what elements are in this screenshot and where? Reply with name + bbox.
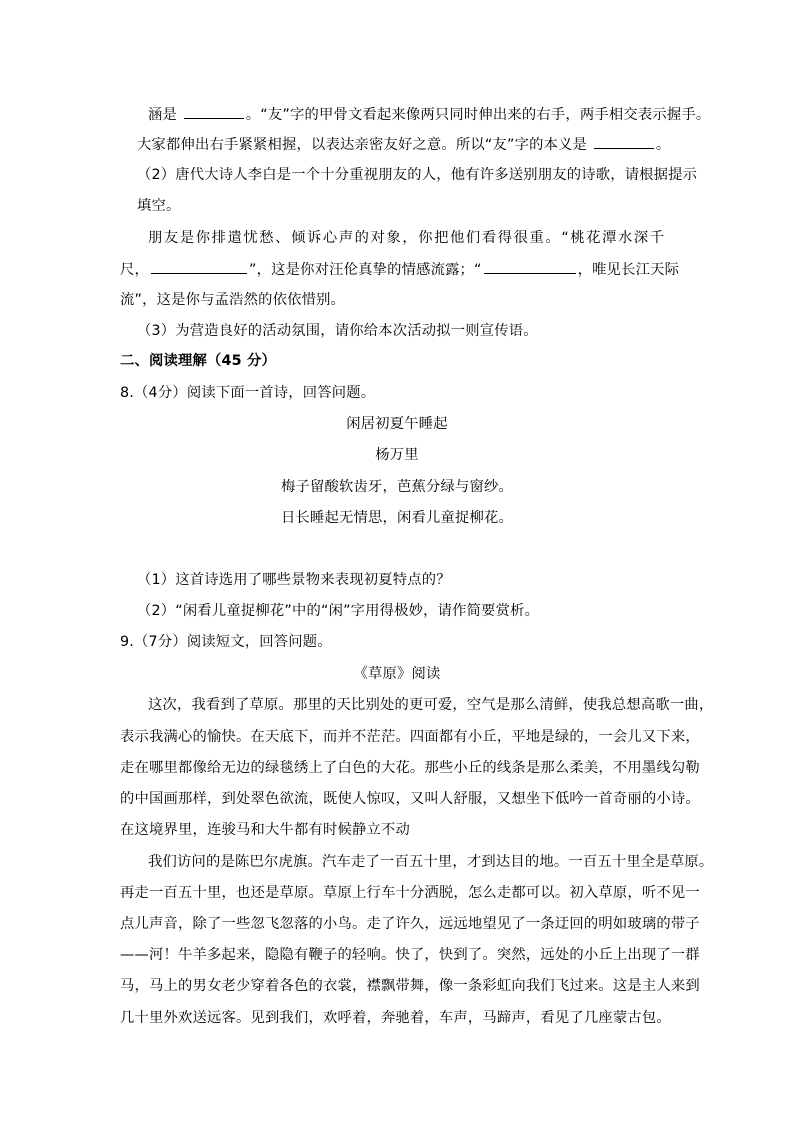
passage-title: 《草原》阅读 [353,666,441,682]
text-line [120,259,679,280]
text-line: 流”，这是你与孟浩然的依依惜别。 [120,292,346,308]
question-8: 8.（4分）阅读下面一首诗，回答问题。 [120,385,376,401]
text-line [148,104,710,125]
text-line [137,134,670,155]
passage-line: 走在哪里都像给无边的绿毯绣上了白色的大花。那些小丘的线条是那么柔美，不用墨线勾勒 [120,760,700,776]
passage-line: 点儿声音，除了一些忽飞忽落的小鸟。走了许久，远远地望见了一条迂回的明如玻璃的带子 [120,916,700,932]
question-part-2: （2）唐代大诗人李白是一个十分重视朋友的人，他有许多送别朋友的诗歌，请根据提示 [137,167,698,183]
passage-line: 的中国画那样，到处翠色欲流，既使人惊叹，又叫人舒服，又想坐下低吟一首奇丽的小诗。 [120,791,700,807]
passage-line: 我们访问的是陈巴尔虎旗。汽车走了一百五十里，才到达目的地。一百五十里全是草原。 [148,854,714,870]
passage-line: 表示我满心的愉快。在天底下，而并不茫茫。四面都有小丘，平地是绿的，一会儿又下来， [120,729,700,745]
text-fragment: 涵是 [148,107,182,123]
answer-blank[interactable] [484,259,576,274]
passage-line: 在这境界里，连骏马和大牛都有时候静立不动 [120,822,410,838]
poem-title: 闲居初夏午睡起 [346,416,448,432]
passage-line: 马，马上的男女老少穿着各色的衣裳，襟飘带舞，像一条彩虹向我们飞过来。这是主人来到 [120,978,700,994]
question-8-part-1: （1）这首诗选用了哪些景物来表现初夏特点的？ [137,572,451,588]
text-fragment: 尺， [120,262,149,278]
text-fragment: 。 [655,137,671,153]
question-8-part-2: （2）“闲看儿童捉柳花”中的“闲”字用得极妙，请作简要赏析。 [137,603,540,619]
passage-line: 这次，我看到了草原。那里的天比别处的更可爱，空气是那么清鲜，使我总想高歌一曲， [148,697,714,713]
text-fragment: ，唯见长江天际 [577,262,680,278]
passage-line: ——河！牛羊多起来，隐隐有鞭子的轻响。快了，快到了。突然，远处的小丘上出现了一群 [120,947,700,963]
answer-blank[interactable] [151,259,247,274]
poem-author: 杨万里 [375,447,419,463]
poem-line: 日长睡起无情思，闲看儿童捉柳花。 [281,510,513,526]
section-heading: 二、阅读理解（45 分） [120,353,276,369]
poem-line: 梅子留酸软齿牙，芭蕉分绿与窗纱。 [281,479,513,495]
answer-blank[interactable] [594,134,654,149]
text-fragment: 。“友”字的甲骨文看起来像两只同时伸出来的右手，两手相交表示握手。 [245,107,711,123]
answer-blank[interactable] [184,104,244,119]
passage-line: 再走一百五十里，也还是草原。草原上行车十分洒脱，怎么走都可以。初入草原，听不见一 [120,885,700,901]
paragraph-line: 朋友是你排遣忧愁、倾诉心声的对象，你把他们看得很重。“桃花潭水深千 [148,230,666,246]
question-part-3: （3）为营造良好的活动氛围，请你给本次活动拟一则宣传语。 [137,323,538,339]
text-line: 填空。 [137,198,181,214]
text-fragment: ”，这是你对汪伦真挚的情感流露；“ [249,262,482,278]
text-fragment: 大家都伸出右手紧紧相握，以表达亲密友好之意。所以“友”字的本义是 [137,137,592,153]
passage-line: 几十里外欢送远客。见到我们，欢呼着，奔驰着，车声，马蹄声，看见了几座蒙古包。 [120,1010,671,1026]
question-9: 9.（7分）阅读短文，回答问题。 [120,634,332,650]
